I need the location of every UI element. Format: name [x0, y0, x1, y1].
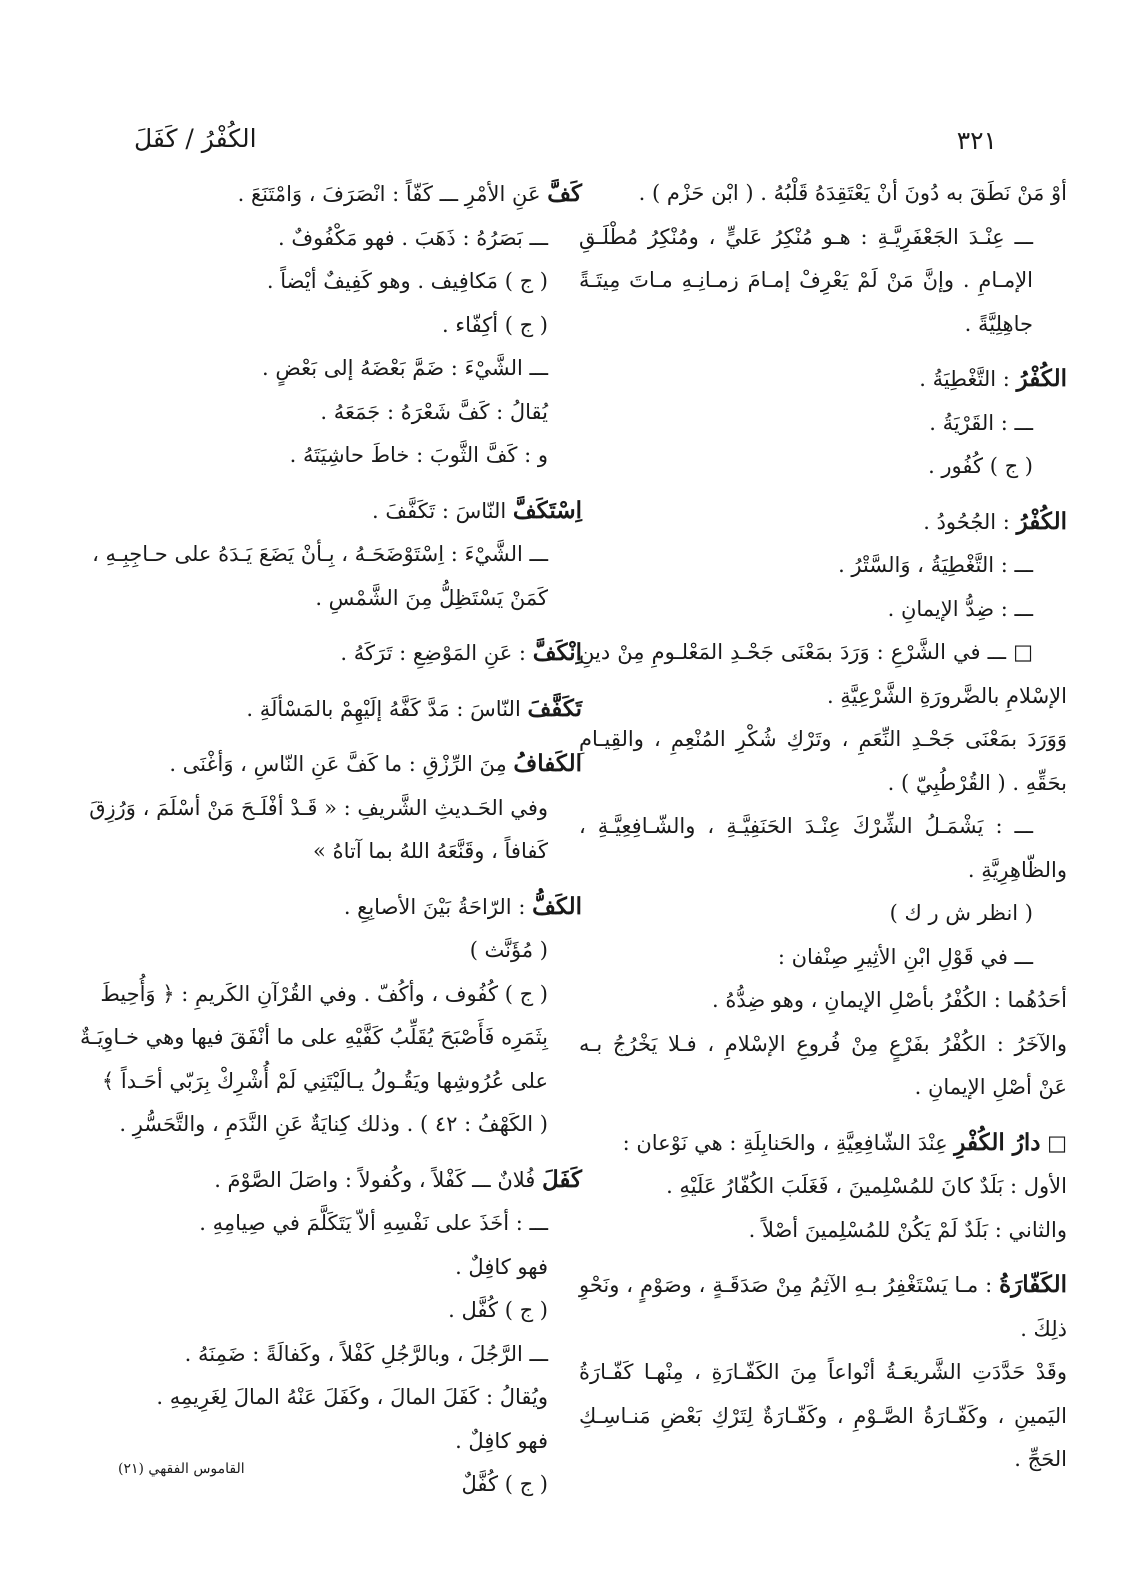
entry-line: [579, 1121, 1067, 1166]
line-text: يُقالُ : كَفَّ شَعْرَهُ : جَمَعَهُ .: [320, 399, 548, 424]
line-text: ـــ : التَّغْطِيَةُ ، وَالسَّتْرُ .: [838, 553, 1033, 577]
line-text: ـــ في قَوْلِ ابْنِ الأثِيرِ صِنْفان :: [777, 944, 1033, 969]
line-text: ـــ الرَّجُلَ ، وبالرَّجُلِ كَفْلاً ، وكَفالَةً : ضَمِنَهُ .: [184, 1341, 548, 1366]
entry-line: [130, 260, 582, 304]
entry-line: [130, 929, 582, 973]
line-text: والظّاهِرِيَّةِ .: [967, 857, 1067, 882]
line-text: كَمَنْ يَسْتَظِلُّ مِنَ الشَّمْسِ .: [315, 585, 548, 610]
headword: الكَفُّ: [532, 892, 582, 920]
line-text: ( ج ) كُفَّل .: [448, 1298, 548, 1322]
entry-line: [579, 849, 1067, 893]
entry-line: [130, 1333, 582, 1377]
entry-line: [579, 1438, 1067, 1482]
entry-line: [130, 885, 582, 930]
line-text: ( انظر ش ر ك ): [889, 901, 1033, 925]
entry-line: [579, 1351, 1067, 1395]
headword: كَفَلَ: [541, 1165, 582, 1193]
line-text: وقَدْ حَدَّدَتِ الشَّريعَـةُ أنْواعاً مِنَ الكَفّـارَةِ ، مِنْهـا كَفّـارَةُ: [579, 1360, 1067, 1384]
line-text: فهو كافِلٌ .: [455, 1428, 548, 1453]
entry-line: [130, 489, 582, 534]
line-text: عِنْدَ الشّافِعِيَّةِ ، والحَنابِلَةِ : هي نَوْعان :: [622, 1130, 955, 1155]
entry-line: [130, 434, 582, 478]
line-text: أحَدُهُما : الكُفْرُ بأصْلِ الإيمانِ ، وهو ضِدُّهُ .: [712, 988, 1067, 1012]
line-text: : عَنِ المَوْضِعِ : تَرَكَهُ .: [340, 641, 533, 665]
line-text: مِنَ الرِّزْقِ : ما كَفَّ عَنِ النّاسِ ، وَأغْنَى .: [169, 752, 514, 776]
line-text: ـــ الشَّيْءَ : ضَمَّ بَعْضَهُ إلى بَعْضٍ .: [262, 356, 548, 380]
headword: اِسْتَكَفَّ: [512, 496, 582, 524]
line-text: والآخَرُ : الكُفْرُ بفَرْعٍ مِنْ فُروعِ الإسْلامِ ، فـلا يَخْرُجُ بـه: [579, 1031, 1067, 1056]
headword: الكَفّارَةُ: [999, 1271, 1067, 1298]
entry-line: [579, 762, 1067, 806]
line-text: ( ج ) كُفُور .: [928, 454, 1033, 478]
entry-line: [130, 742, 582, 787]
entry-line: [579, 979, 1067, 1023]
line-text: ـــ الشَّيْءَ : اِسْتَوْضَحَـهُ ، بِـأنْ يَضَعَ يَـدَهُ على حـاجِبِـهِ ،: [92, 542, 548, 566]
line-text: على عُرُوشِها ويَقُـولُ يـالَيْتَنِي لَمْ أُشْرِكْ بِرَبّي أحَـداً ﴾: [101, 1068, 548, 1093]
line-text: و : كَفَّ الثَّوبَ : خاطَ حاشِيَتَهُ .: [289, 443, 548, 467]
dictionary-entry: [579, 1263, 1067, 1482]
line-text: بِثَمَرِه فَأَصْبَحَ يُقَلِّبُ كَفَّيْهِ على ما أنْفَقَ فيها وهي خـاوِيَـةٌ: [80, 1025, 548, 1049]
headword: كَفَّ: [547, 180, 582, 207]
entry-line: [92, 533, 582, 577]
entry-line: [130, 1420, 582, 1464]
headword: تَكَفَّفَ: [527, 694, 582, 722]
dictionary-entry: [579, 172, 1067, 346]
entry-line: [579, 303, 1067, 347]
entry-line: [579, 1066, 1067, 1110]
line-text: اليَمينِ ، وكَفّـارَةُ الصَّـوْمِ ، وكَفّـارَةٌ لِتَرْكِ بَعْضِ مَنـاسِـكِ: [579, 1403, 1067, 1428]
line-text: ( الكَهْفُ : ٤٢ ) . وذلك كِنايَةٌ عَنِ النَّدَمِ ، والتَّحَسُّرِ .: [119, 1112, 548, 1136]
entry-line: [579, 1263, 1067, 1308]
dictionary-entry: [579, 357, 1067, 489]
entry-line: [130, 687, 582, 732]
line-text: : التَّغْطِيَةُ .: [919, 367, 1017, 391]
line-text: ويُقالُ : كَفَلَ المالَ ، وكَفَلَ عَنْهُ المالَ لِغَرِيمِهِ .: [156, 1385, 548, 1409]
page-number: ٣٢١: [956, 126, 997, 155]
entry-line: [130, 830, 582, 874]
line-text: ـــ عِنْـدَ الجَعْفَرِيَّـةِ : هـو مُنْكِرُ عَليٍّ ، ومُنْكِرُ مُطْلَـقِ: [579, 224, 1033, 249]
entry-line: [80, 1016, 582, 1060]
line-text: وَوَرَدَ بمَعْنَى جَحْـدِ النِّعَمِ ، وتَرْكِ شُكْرِ المُنْعِمِ ، والقِيـامِ: [579, 727, 1067, 751]
entry-line: [579, 675, 1067, 719]
line-text: الإسْلامِ بالضَّرورَةِ الشَّرْعِيَّةِ .: [826, 683, 1067, 708]
line-text: : الرّاحَةُ بَيْنَ الأصابِعِ .: [343, 894, 533, 919]
line-text: أوْ مَنْ نَطَقَ به دُونَ أنْ يَعْتَقِدَهُ قَلْبُهُ . ( ابْن حَزْم ) .: [638, 181, 1067, 205]
line-text: ـــ : أخَذَ على نَفْسِهِ ألاّ يَتَكَلَّمَ في صِيامِهِ .: [199, 1211, 548, 1235]
entry-line: [130, 391, 582, 435]
line-text: والثاني : بَلَدٌ لَمْ يَكُنْ للمُسْلِمينَ أصْلاً .: [748, 1217, 1067, 1242]
entry-line: [579, 500, 1067, 545]
dictionary-entry: [130, 172, 582, 478]
line-text: ( ج ) كُفَّلٌ: [461, 1472, 548, 1496]
dictionary-entry: [579, 500, 1067, 1110]
line-text: الإمـامِ . وإنَّ مَنْ لَمْ يَعْرِفْ إمـامَ زمـانِـهِ مـاتَ مِيتَـةً: [579, 268, 1033, 292]
entry-line: [130, 172, 582, 217]
entry-line: [579, 936, 1067, 980]
line-text: ـــ : ضِدُّ الإيمانِ .: [887, 596, 1033, 621]
entry-line: [579, 544, 1067, 588]
line-text: النّاسَ : مَدَّ كَفَّهُ إلَيْهِمْ بالمَسْألَةِ .: [246, 696, 528, 721]
line-text: فُلانٌ ـــ كَفْلاً ، وكُفولاً : واصَلَ الصَّوْمَ .: [214, 1167, 542, 1192]
line-text: بحَقِّهِ . ( القُرْطُبِيّ ) .: [887, 770, 1067, 795]
headword: اِنْكَفَّ: [532, 639, 582, 666]
headword: الكُفْرُ: [1016, 365, 1067, 392]
line-text: ( ج ) كُفُوف ، وأكُفّ . وفي القُرْآنِ الكَريمِ : ﴿ وَأُحِيطَ: [100, 981, 548, 1006]
line-text: □: [1040, 1130, 1067, 1155]
entry-line: [130, 1158, 582, 1203]
right-column: [579, 172, 1067, 1493]
entry-line: [579, 1023, 1067, 1067]
headword: دارُ الكُفْرِ: [954, 1128, 1041, 1156]
dictionary-entry: [130, 687, 582, 732]
left-column: [80, 172, 582, 1518]
entry-line: [579, 1165, 1067, 1209]
entry-line: [101, 1060, 582, 1104]
dictionary-entry: [80, 885, 582, 1147]
line-text: وفي الحَـديثِ الشَّريفِ : « قَـدْ أفْلَـحَ مَنْ أسْلَمَ ، وَرُزِقَ: [89, 795, 548, 820]
line-text: ذلِكَ .: [1020, 1316, 1067, 1341]
entry-line: [579, 445, 1067, 489]
entry-line: [130, 304, 582, 348]
line-text: كَفافاً ، وقَنَّعَهُ اللهُ بما آتاهُ »: [313, 839, 548, 863]
line-text: : مـا يَسْتَغْفِرُ بـهِ الآثِمُ مِنْ صَدَقَـةٍ ، وصَوْمٍ ، ونَحْوِ: [579, 1273, 1000, 1297]
line-text: ( ج ) أكِفّاء .: [441, 312, 548, 337]
entry-line: [579, 631, 1067, 675]
line-text: ( ج ) مَكافِيف . وهو كَفِيفٌ أيْضاً .: [266, 269, 548, 293]
entry-line: [579, 892, 1067, 936]
entry-line: [579, 216, 1067, 260]
entry-line: [130, 1289, 582, 1333]
line-text: عَنْ أصْلِ الإيمانِ .: [914, 1075, 1067, 1099]
headword: الكُفْرُ: [1016, 507, 1067, 535]
line-text: الحَجِّ .: [1014, 1447, 1067, 1471]
dictionary-entry: [89, 742, 582, 874]
line-text: فهو كافِلٌ .: [455, 1254, 548, 1279]
entry-line: [130, 1246, 582, 1290]
entry-line: [89, 787, 582, 831]
line-text: : الجُحُودُ .: [923, 509, 1017, 534]
running-head: الكُفْرُ / كَفَلَ: [134, 124, 257, 153]
entry-line: [130, 347, 582, 391]
entry-line: [579, 402, 1067, 446]
entry-line: [579, 1395, 1067, 1439]
line-text: الأول : بَلَدٌ كانَ للمُسْلِمينَ ، فَغَلَبَ الكُفّارُ عَلَيْهِ .: [666, 1174, 1067, 1198]
entry-line: [130, 1376, 582, 1420]
line-text: النّاسَ : تَكَفَّفَ .: [372, 498, 513, 523]
entry-line: [579, 1209, 1067, 1253]
entry-line: [579, 805, 1067, 849]
dictionary-entry: [92, 489, 582, 621]
entry-line: [579, 259, 1067, 303]
line-text: ـــ بَصَرُهُ : ذَهَبَ . فهو مَكْفُوفٌ .: [278, 225, 548, 250]
entry-line: [130, 577, 582, 621]
line-text: ( مُؤَنَّث ): [469, 938, 548, 962]
entry-line: [130, 1202, 582, 1246]
line-text: ـــ : يَشْمَـلُ الشِّرْكَ عِنْـدَ الحَنَفِيَّـةِ ، والشّـافِعِيَّـةِ ،: [579, 814, 1033, 838]
line-text: جاهِلِيَّةً .: [964, 311, 1033, 336]
entry-line: [579, 172, 1067, 216]
dictionary-entry: [130, 631, 582, 676]
entry-line: [119, 1103, 582, 1147]
dictionary-entry: [579, 1121, 1067, 1253]
entry-line: [100, 973, 582, 1017]
dictionary-entry: [130, 1158, 582, 1507]
headword: الكَفافُ: [513, 750, 582, 777]
entry-line: [579, 1308, 1067, 1352]
line-text: عَنِ الأمْرِ ـــ كَفّاً : انْصَرَفَ ، وَامْتَنَعَ .: [237, 182, 548, 206]
line-text: ـــ : القَرْيَةُ .: [929, 410, 1033, 435]
entry-line: [579, 718, 1067, 762]
entry-line: [130, 631, 582, 676]
entry-line: [579, 357, 1067, 402]
line-text: □ ـــ في الشَّرْعِ : وَرَدَ بمَعْنَى جَحْـدِ المَعْلـومِ مِنْ دينِ: [579, 640, 1033, 664]
entry-line: [579, 588, 1067, 632]
entry-line: [130, 217, 582, 261]
page-footer: القاموس الفقهي (٢١): [118, 1461, 245, 1477]
